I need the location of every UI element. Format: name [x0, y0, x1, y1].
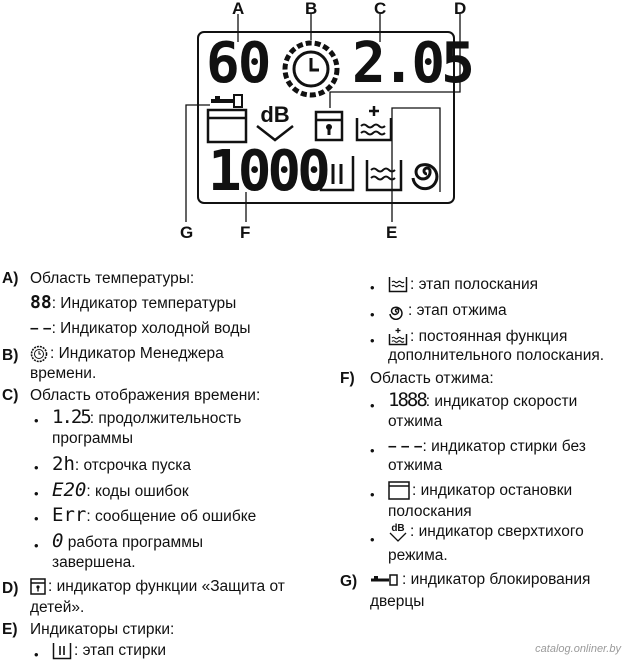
- error-code-glyph: E20: [52, 479, 87, 501]
- svg-text:dB: dB: [260, 102, 290, 127]
- legend-c-item-1: [52, 408, 241, 428]
- silent-db-icon: [388, 521, 408, 543]
- legend-f-item-2: [388, 437, 586, 456]
- legend-letter-c: C): [2, 387, 19, 404]
- legend-f-title: Область отжима:: [370, 370, 494, 387]
- clock-timer-icon: [30, 345, 48, 363]
- bullet: •: [34, 413, 39, 428]
- time-digits: 2.05: [352, 31, 471, 96]
- legend-e-item-1-text: : этап стирки: [74, 642, 166, 659]
- bullet: •: [370, 532, 375, 547]
- temperature-digits: 60: [206, 31, 270, 96]
- legend-a-item-2: [30, 319, 251, 338]
- bullet: •: [370, 398, 375, 413]
- legend-letter-d: D): [2, 580, 19, 597]
- legend-c-item-3-text: : коды ошибок: [86, 483, 189, 500]
- wash-phase-icon: [318, 152, 356, 194]
- watermark: catalog.onliner.by: [535, 643, 621, 655]
- legend-g-line2: дверцы: [370, 593, 425, 610]
- legend-letter-e: E): [2, 621, 18, 638]
- legend-e-title: Индикаторы стирки:: [30, 621, 175, 638]
- spin-digits: 1000: [208, 139, 327, 204]
- legend-e-item-3-text: : этап отжима: [408, 302, 507, 319]
- callout-d: D: [454, 0, 467, 18]
- legend-c-title: Область отображения времени:: [30, 387, 261, 404]
- legend-e-item-4-text: : постоянная функция: [410, 328, 568, 345]
- legend-c-item-4-text: : сообщение об ошибке: [86, 508, 257, 525]
- legend-f-item-2-text: : индикатор стирки без: [422, 438, 586, 455]
- spin-speed-glyph: 1888: [388, 389, 426, 411]
- callout-f: F: [240, 223, 251, 242]
- legend-letter-f: F): [340, 370, 355, 387]
- legend-c-item-5-text: работа программы: [63, 534, 203, 551]
- legend-f-item-4: [388, 521, 584, 543]
- rinse-hold-icon: [388, 481, 410, 500]
- bullet: •: [370, 487, 375, 502]
- legend-d-line1: [30, 577, 285, 596]
- extra-rinse-icon: [354, 104, 394, 142]
- end-0-glyph: 0: [52, 530, 64, 552]
- bullet: •: [370, 443, 375, 458]
- bullet: •: [34, 460, 39, 475]
- callout-b: B: [305, 0, 318, 18]
- legend-f-item-2-line2: отжима: [388, 457, 443, 474]
- wash-phase-icon: [52, 642, 72, 660]
- bullet: •: [370, 280, 375, 295]
- legend-c-item-2: [52, 455, 191, 475]
- legend-f-item-1: [388, 391, 577, 411]
- legend-a-item-2-text: : Индикатор холодной воды: [51, 320, 251, 337]
- legend-c-item-5: [52, 532, 203, 552]
- legend-letter-b: B): [2, 347, 19, 364]
- legend-f-item-1-line2: отжима: [388, 413, 443, 430]
- legend-f-item-3-text: : индикатор остановки: [412, 482, 573, 499]
- bullet: •: [34, 538, 39, 553]
- legend-f-item-1-text: : индикатор скорости: [425, 393, 578, 410]
- legend-e-item-2: [388, 275, 538, 294]
- legend-f-item-4-line2: режима.: [388, 547, 448, 564]
- legend-letter-g: G): [340, 573, 358, 590]
- legend-b-line1: [30, 344, 224, 363]
- legend-c-item-2-text: : отсрочка пуска: [74, 457, 191, 474]
- legend-e-item-2-text: : этап полоскания: [410, 276, 539, 293]
- spin-phase-icon: [408, 152, 446, 194]
- child-lock-icon: [30, 578, 46, 595]
- callout-c: C: [374, 0, 387, 18]
- legend-g-line1: [370, 570, 590, 589]
- bullet: •: [34, 486, 39, 501]
- bullet: •: [34, 511, 39, 526]
- legend-letter-a: A): [2, 270, 19, 287]
- legend-e-item-4: [388, 327, 567, 346]
- cold-water-dash-glyph: – –: [30, 320, 52, 337]
- legend-c-item-4: [52, 506, 256, 526]
- legend-e-item-1: [52, 641, 166, 660]
- legend-f-item-4-text: : индикатор сверхтихого: [410, 523, 584, 541]
- duration-glyph: 1.25: [52, 406, 90, 428]
- rinse-phase-icon: [388, 276, 408, 293]
- temp-88-glyph: 88: [30, 292, 52, 313]
- legend-a-title: Область температуры:: [30, 270, 195, 287]
- extra-rinse-icon: [388, 327, 408, 346]
- callout-a: A: [232, 0, 245, 18]
- spin-phase-icon: [388, 302, 406, 320]
- silent-db-icon: [254, 100, 296, 144]
- delay-2h-glyph: 2h: [52, 453, 75, 475]
- bullet: •: [34, 647, 39, 662]
- svg-text:dB: dB: [391, 523, 405, 534]
- callout-g: G: [180, 223, 194, 242]
- legend-b-text-1: : Индикатор Менеджера: [50, 345, 224, 362]
- door-lock-key-icon: [370, 574, 400, 586]
- door-lock-key-icon: [210, 94, 246, 108]
- legend-f-item-3-line2: полоскания: [388, 503, 472, 520]
- err-glyph: Err: [52, 504, 87, 526]
- bullet: •: [370, 333, 375, 348]
- legend-c-item-1-line2: программы: [52, 430, 133, 447]
- legend-b-line2: времени.: [30, 365, 97, 382]
- legend-c-item-1-text: : продолжительность: [89, 410, 242, 427]
- clock-timer-icon: [282, 40, 340, 98]
- legend-d-line2: детей».: [30, 599, 85, 616]
- legend-e-item-3: [388, 301, 507, 320]
- legend-a-item-1: [30, 293, 236, 313]
- bullet: •: [370, 307, 375, 322]
- child-lock-icon: [314, 110, 344, 142]
- legend-c-item-3: [52, 481, 189, 501]
- no-spin-dash-glyph: – – –: [388, 438, 423, 455]
- legend-c-item-5-line2: завершена.: [52, 554, 136, 571]
- legend-g-text-1: : индикатор блокирования: [402, 571, 591, 588]
- rinse-hold-icon: [206, 108, 248, 144]
- legend-a-item-1-text: : Индикатор температуры: [51, 295, 237, 312]
- rinse-phase-icon: [364, 156, 404, 194]
- legend-e-item-4-line2: дополнительного полоскания.: [388, 347, 605, 364]
- callout-e: E: [386, 223, 398, 242]
- legend-d-text-1: : индикатор функции «Защита от: [48, 578, 285, 595]
- legend-f-item-3: [388, 481, 572, 500]
